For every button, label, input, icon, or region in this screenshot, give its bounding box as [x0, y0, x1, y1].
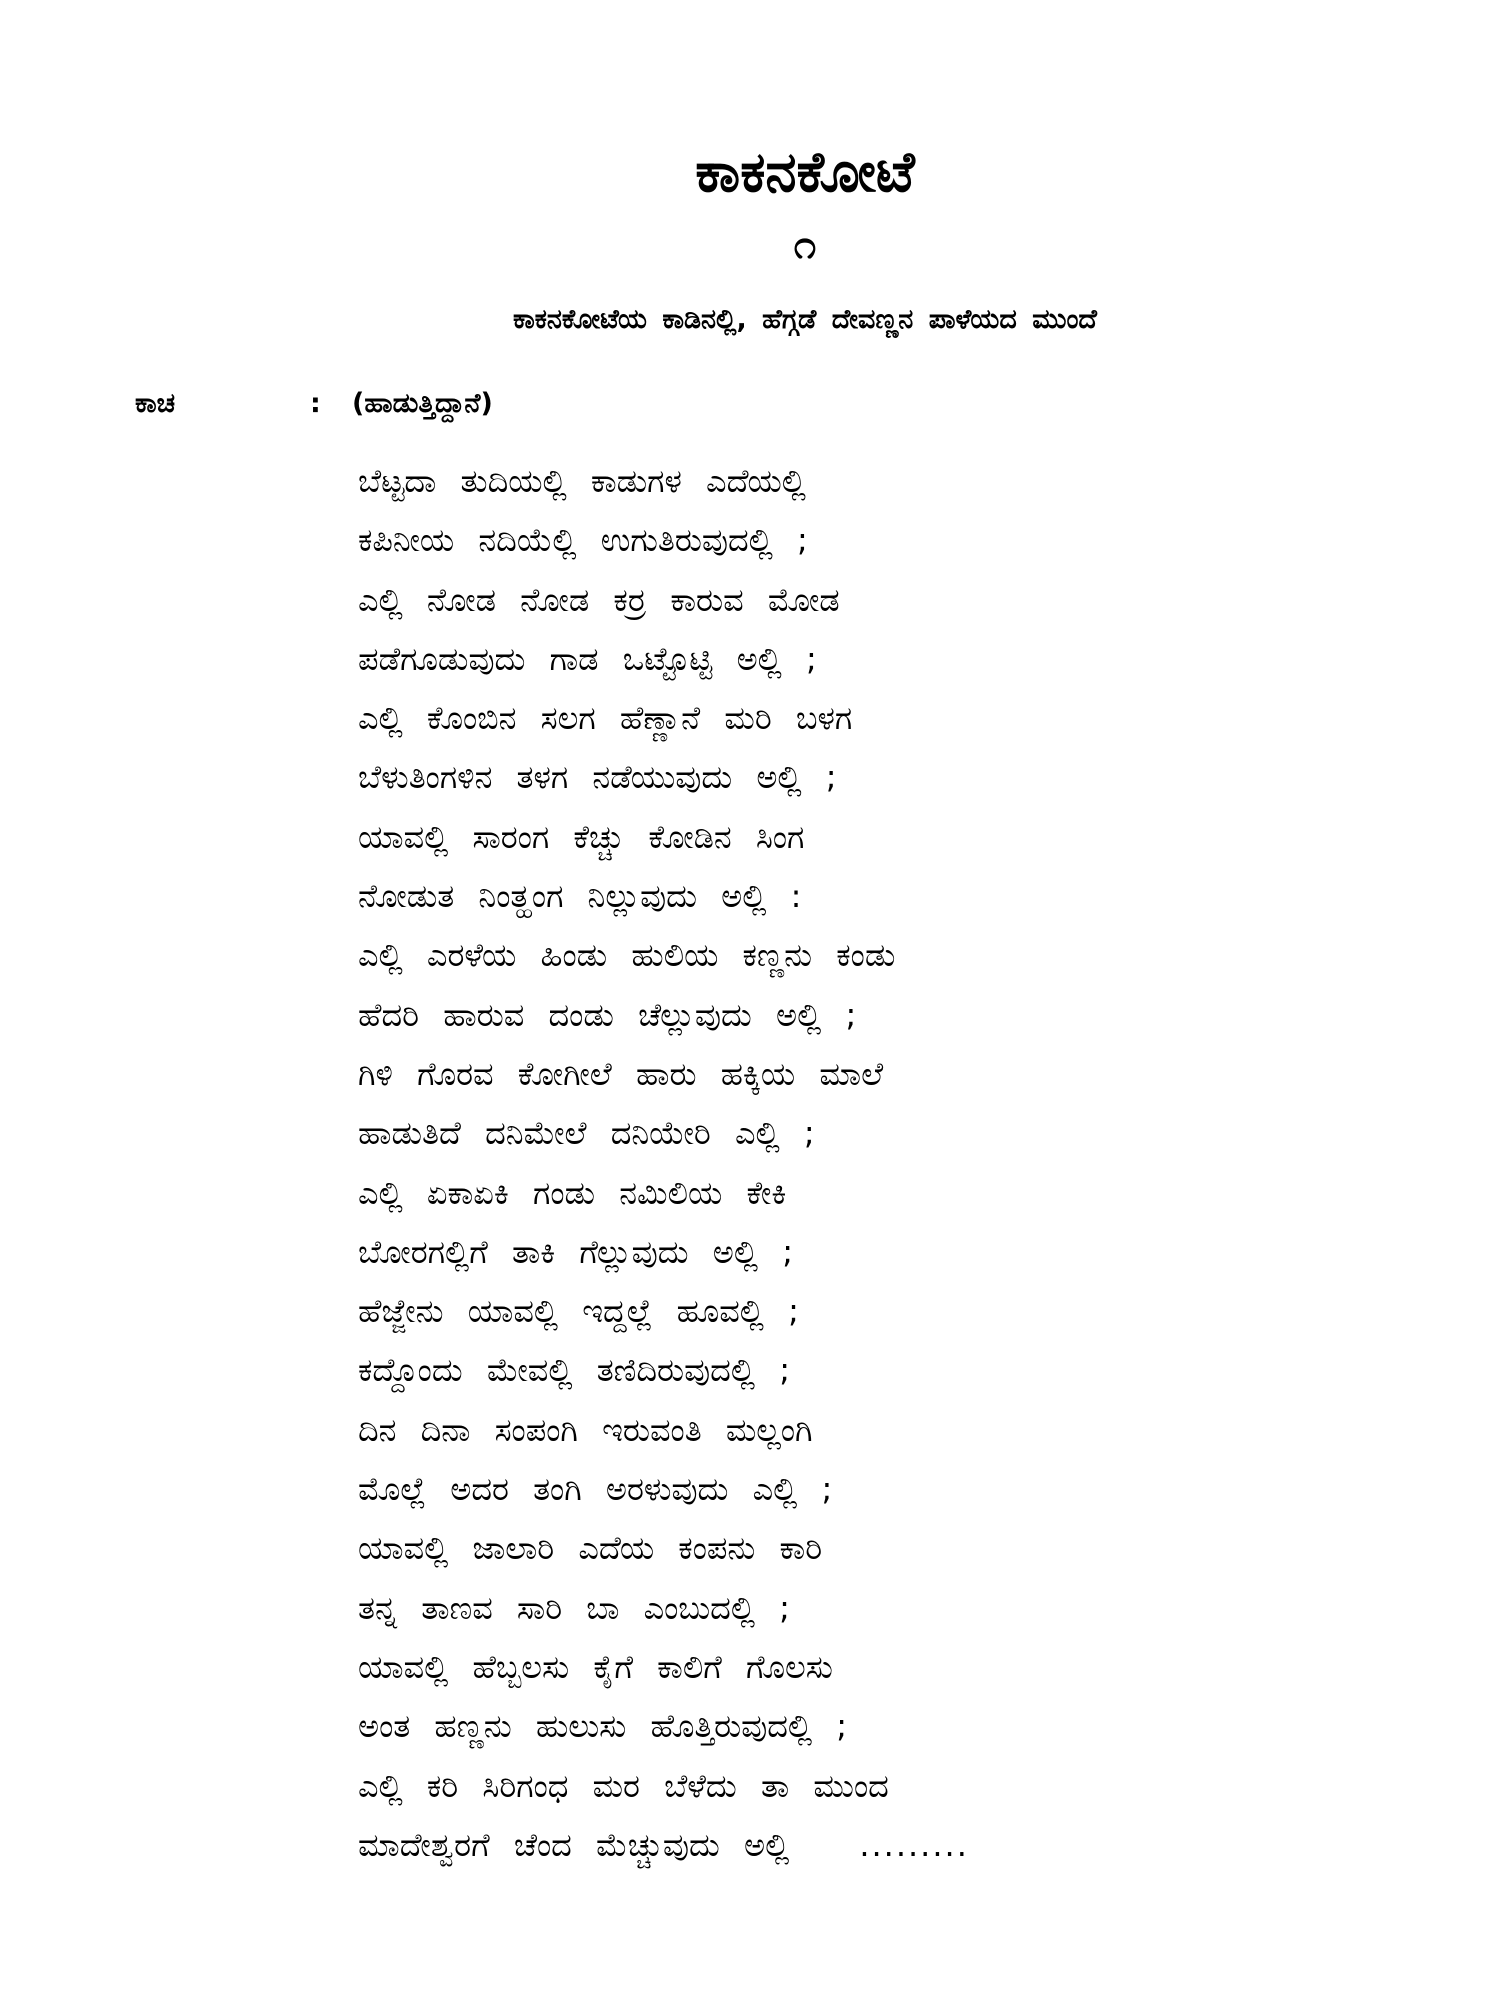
verse-line: ಮೊಲ್ಲೆ ಅದರ ತಂಗಿ ಅರಳುವುದು ಎಲ್ಲಿ ; [358, 1470, 833, 1509]
speaker-colon: : [310, 388, 321, 419]
verse-line: ಬೆಳುತಿಂಗಳಿನ ತಳಗ ನಡೆಯುವುದು ಅಲ್ಲಿ ; [358, 758, 837, 797]
scene-number: ೧ [793, 222, 817, 268]
verse-line: ಹಾಡುತಿದೆ ದನಿಮೇಲೆ ದನಿಯೇರಿ ಎಲ್ಲಿ ; [358, 1114, 815, 1153]
verse-line-last [358, 1816, 1458, 1875]
verse-line: ಕಪಿನೀಯ ನದಿಯೆಲ್ಲಿ ಉಗುತಿರುವುದಲ್ಲಿ ; [358, 521, 808, 560]
verse-line: ದಿನ ದಿನಾ ಸಂಪಂಗಿ ಇರುವಂತಿ ಮಲ್ಲಂಗಿ [358, 1410, 813, 1449]
verse-end-mark: ......... [859, 1825, 969, 1864]
verse-line: ಪಡೆಗೂಡುವುದು ಗಾಡ ಒಟ್ಟೊಟ್ಟಿ ಅಲ್ಲಿ ; [358, 639, 817, 678]
verse-line: ಬೋರಗಲ್ಲಿಗೆ ತಾಕಿ ಗೆಲ್ಲುವುದು ಅಲ್ಲಿ ; [358, 1232, 793, 1271]
verse-line: ಯಾವಲ್ಲಿ ಹೆಬ್ಬಲಸು ಕೈಗೆ ಕಾಲಿಗೆ ಗೊಲಸು [358, 1647, 833, 1686]
verse-line: ಎಲ್ಲಿ ಕರಿ ಸಿರಿಗಂಧ ಮರ ಬೆಳೆದು ತಾ ಮುಂದ [358, 1766, 889, 1805]
speaker-row [0, 382, 1500, 426]
verse-line: ಎಲ್ಲಿ ಕೊಂಬಿನ ಸಲಗ ಹೆಣ್ಣಾನೆ ಮರಿ ಬಳಗ [358, 699, 853, 738]
verse-line: ತನ್ನ ತಾಣವ ಸಾರಿ ಬಾ ಎಂಬುದಲ್ಲಿ ; [358, 1588, 790, 1627]
speaker-name: ಕಾಚ [135, 388, 176, 419]
verse-line: ಬೆಟ್ಟದಾ ತುದಿಯಲ್ಲಿ ಕಾಡುಗಳ ಎದೆಯಲ್ಲಿ [358, 462, 806, 500]
verse-block [358, 452, 1458, 1875]
verse-line: ಹೆದರಿ ಹಾರುವ ದಂಡು ಚೆಲ್ಲುವುದು ಅಲ್ಲಿ ; [358, 995, 857, 1034]
verse-line-text: ಮಾದೇಶ್ವರಗೆ ಚೆಂದ ಮೆಚ್ಚುವುದು ಅಲ್ಲಿ [358, 1825, 790, 1864]
verse-line: ಯಾವಲ್ಲಿ ಜಾಲಾರಿ ಎದೆಯ ಕಂಪನು ಕಾರಿ [358, 1529, 823, 1568]
verse-line: ನೋಡುತ ನಿಂತ್ಹಂಗ ನಿಲ್ಲುವುದು ಅಲ್ಲಿ : [358, 877, 802, 916]
verse-line: ಯಾವಲ್ಲಿ ಸಾರಂಗ ಕೆಚ್ಚು ಕೋಡಿನ ಸಿಂಗ [358, 817, 805, 856]
verse-line: ಎಲ್ಲಿ ಏಕಾಏಕಿ ಗಂಡು ನಮಿಲಿಯ ಕೇಕಿ [358, 1173, 787, 1212]
scene-heading: ಕಾಕನಕೋಟೆಯ ಕಾಡಿನಲ್ಲಿ, ಹೆಗ್ಗಡೆ ದೇವಣ್ಣನ ಪಾಳೆಯದ ಮುಂದೆ [513, 304, 1097, 335]
verse-line: ಎಲ್ಲಿ ನೋಡ ನೋಡ ಕರ್‍ರ ಕಾರುವ ಮೋಡ [358, 580, 840, 619]
page-title: ಕಾಕನಕೋಟೆ [695, 140, 915, 205]
stage-direction: (ಹಾಡುತ್ತಿದ್ದಾನೆ) [352, 388, 493, 419]
verse-line: ಗಿಳಿ ಗೊರವ ಕೋಗೀಲೆ ಹಾರು ಹಕ್ಕಿಯ ಮಾಲೆ [358, 1054, 884, 1093]
verse-line: ಎಲ್ಲಿ ಎರಳೆಯ ಹಿಂಡು ಹುಲಿಯ ಕಣ್ಣನು ಕಂಡು [358, 936, 896, 975]
verse-line: ಅಂತ ಹಣ್ಣನು ಹುಲುಸು ಹೊತ್ತಿರುವುದಲ್ಲಿ ; [358, 1707, 848, 1746]
verse-line: ಹೆಜ್ಜೇನು ಯಾವಲ್ಲಿ ಇದ್ದಲ್ಲೆ ಹೂವಲ್ಲಿ ; [358, 1292, 799, 1331]
verse-line: ಕದ್ದೊಂದು ಮೇವಲ್ಲಿ ತಣಿದಿರುವುದಲ್ಲಿ ; [358, 1351, 791, 1390]
